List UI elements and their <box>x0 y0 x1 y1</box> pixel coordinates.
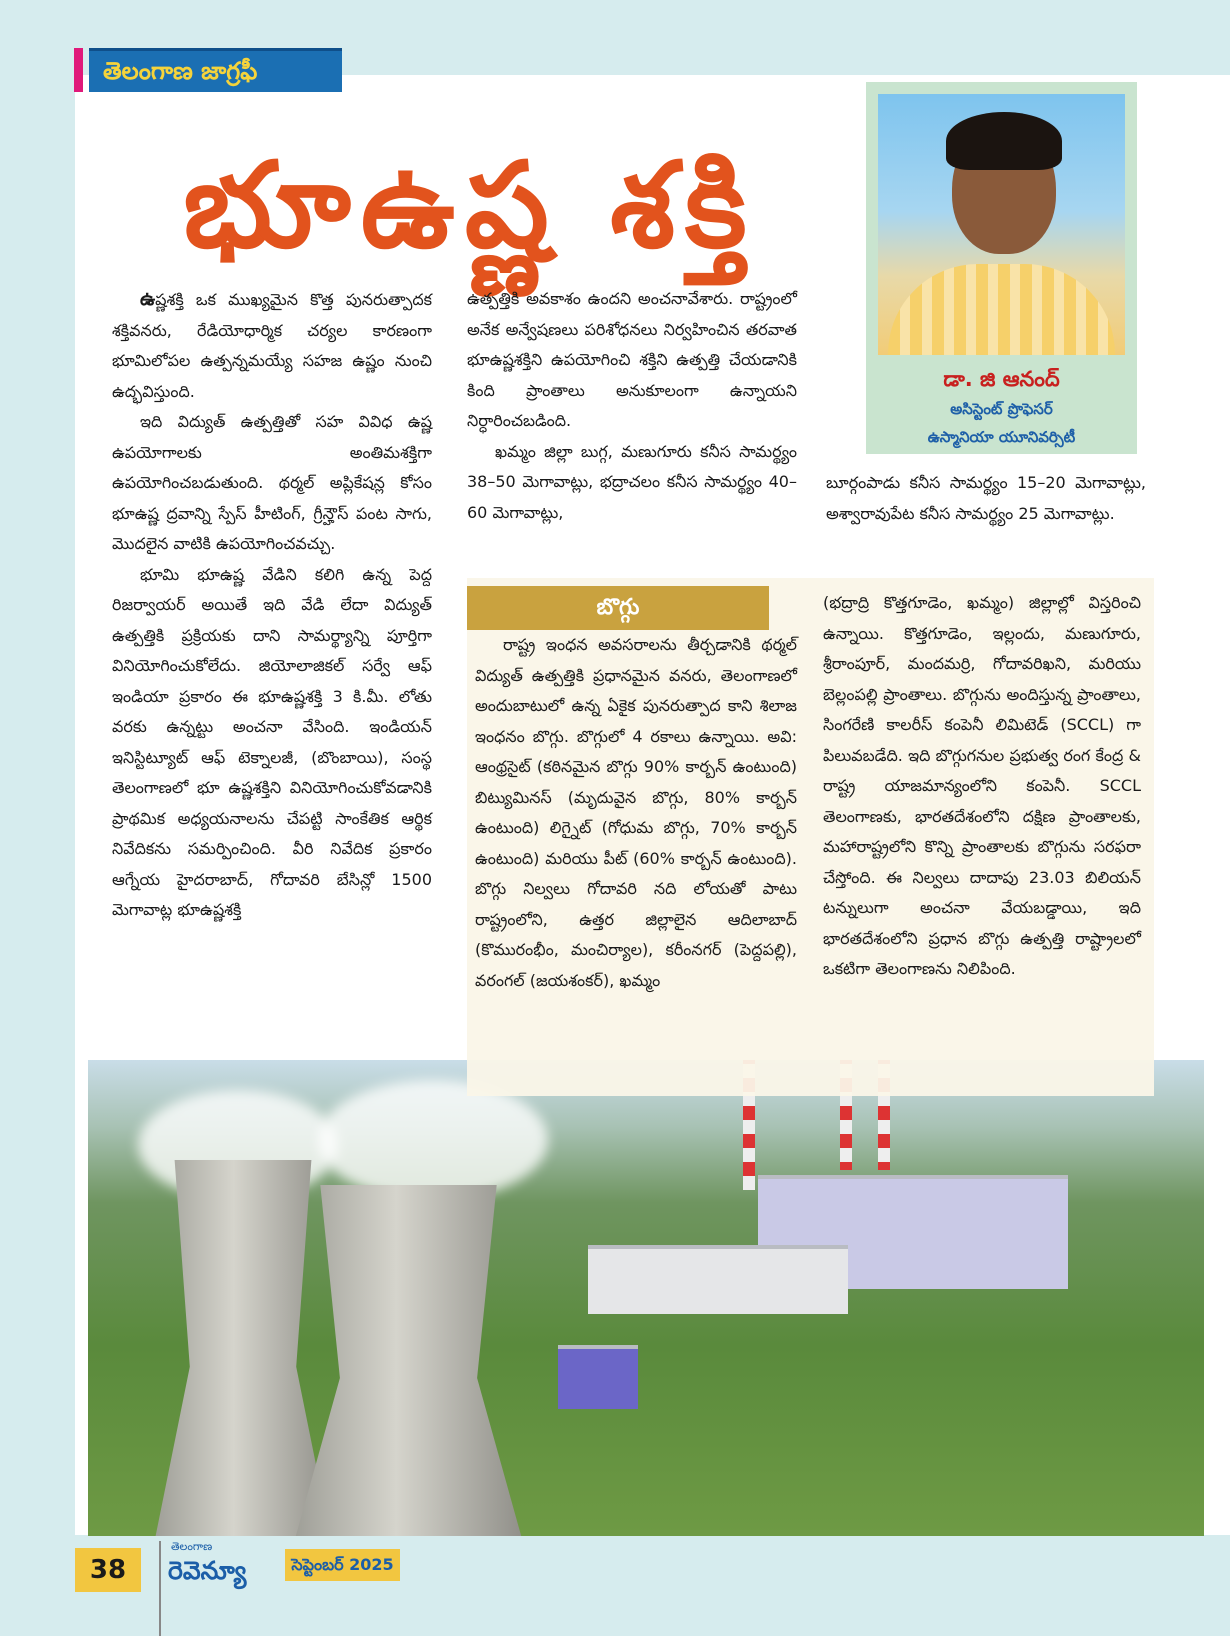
paragraph-uses: ఇది విద్యుత్ ఉత్పత్తితో సహ వివిధ ఉష్ణ ఉపయోగాలకు అంతిమశక్తిగా ఉపయోగించబడుతుంది. థర్మల్ అప్లికేషన్ల కోసం భూఉష్ణ ద్రవాన్ని స్పేస్ హీటింగ్, గ్రీన్హౌస్ పంట సాగు, మొదలైన వాటికి ఉపయోగించవచ్చు. <box>112 412 432 553</box>
plant-building <box>588 1245 848 1314</box>
author-photo <box>878 94 1125 355</box>
coal-column-left <box>475 630 797 996</box>
coal-sidebar <box>467 578 1154 1096</box>
paragraph-sites: ఖమ్మం జిల్లా బుగ్గ, మణుగూరు కనీస సామర్థ్యం 38–50 మెగావాట్లు, భద్రాచలం కనీస సామర్థ్యం 40–60 మెగావాట్లు, <box>467 441 797 522</box>
issue-date: సెప్టెంబర్ 2025 <box>285 1549 400 1581</box>
coal-heading: బొగ్గు <box>467 586 769 630</box>
page-number: 38 <box>75 1548 141 1592</box>
article-column-2 <box>467 284 797 528</box>
section-label: తెలంగాణ జాగ్రఫీ <box>89 48 342 92</box>
coal-paragraph-right: (భద్రాద్రి కొత్తగూడెం, ఖమ్మం) జిల్లాల్లో విస్తరించి ఉన్నాయి. కొత్తగూడెం, ఇల్లందు, మణుగూరు, శ్రీరాంపూర్, మందమర్రి, గోదావరిఖని, మరియు బెల్లంపల్లి ప్రాంతాలు. బొగ్గును అందిస్తున్న ప్రాంతాలు, సింగరేణి కాలరీస్ కంపెనీ లిమిటెడ్ (SCCL) గా పిలువబడేది. ఇది బొగ్గుగనుల ప్రభుత్వ రంగ కేంద్ర & రాష్ట్ర యాజమాన్యంలోని కంపెనీ. SCCL తెలంగాణకు, భారతదేశంలోని దక్షిణ ప్రాంతాలకు, మహారాష్ట్రలోని కొన్ని ప్రాంతాలకు బొగ్గును సరఫరా చేస్తోంది. ఈ నిల్వలు దాదాపు 23.03 బిలియన్ టన్నులుగా అంచనా వేయబడ్డాయి, ఇది భారతదేశంలోని ప్రధాన బొగ్గు ఉత్పత్తి రాష్ట్రాలలో ఒకటిగా తెలంగాణను నిలిపింది. <box>823 593 1141 978</box>
paragraph-intro <box>112 284 432 407</box>
cooling-tower <box>286 1185 531 1536</box>
author-photo-shirt <box>888 264 1115 355</box>
article-title: భూఉష్ణ శక్తి <box>183 136 757 274</box>
drop-letter: ఉ <box>140 288 156 310</box>
author-name: డా. జి ఆనంద్ <box>943 367 1060 391</box>
coal-column-right <box>823 588 1141 985</box>
author-card <box>866 82 1137 454</box>
paragraph-potential: ఉత్పత్తికి అవకాశం ఉందని అంచనావేశారు. రాష్ట్రంలో అనేక అన్వేషణలు పరిశోధనలు నిర్వహించిన తరవాత భూఉష్ణశక్తిని ఉపయోగించి శక్తిని ఉత్పత్తి చేయడానికి కింది ప్రాంతాలు అనుకూలంగా ఉన్నాయని నిర్ధారించబడింది. <box>467 289 797 430</box>
paragraph-survey: భూమి భూఉష్ణ వేడిని కలిగి ఉన్న పెద్ద రిజర్వాయర్ అయితే ఇది వేడి లేదా విద్యుత్ ఉత్పత్తికి ప్రక్రియకు దాని సామర్థ్యాన్ని పూర్తిగా వినియోగించుకోలేదు. జియోలాజికల్ సర్వే ఆఫ్ ఇండియా ప్రకారం ఈ భూఉష్ణశక్తి 3 కి.మీ. లోతు వరకు ఉన్నట్టు అంచనా వేసింది. ఇండియన్ ఇనిస్టిట్యూట్ ఆఫ్ టెక్నాలజీ, (బొంబాయి), సంస్థ తెలంగాణలో భూ ఉష్ణశక్తిని వినియోగించుకోవడానికి ప్రాథమిక అధ్యయనాలను చేపట్టి సాంకేతిక ఆర్థిక నివేదికను సమర్పించింది. వీరి నివేదిక ప్రకారం ఆగ్నేయ హైదరాబాద్, గోదావరి బేసిన్లో 1500 మెగావాట్ల భూఉష్ణశక్తి <box>112 564 432 919</box>
thermal-power-plant-photo <box>88 1060 1204 1536</box>
author-role: అసిస్టెంట్ ప్రొఫెసర్ <box>950 400 1053 418</box>
coal-paragraph-left: రాష్ట్ర ఇంధన అవసరాలను తీర్చడానికి థర్మల్ విద్యుత్ ఉత్పత్తికి ప్రధానమైన వనరు, తెలంగాణలో అందుబాటులో ఉన్న ఏకైక పునరుత్పాద కాని శిలాజ ఇంధనం బొగ్గు. బొగ్గులో 4 రకాలు ఉన్నాయి. అవి: ఆంథ్రసైట్ (కఠినమైన బొగ్గు 90% కార్బన్ ఉంటుంది) బిట్యుమినస్ (మృదువైన బొగ్గు, 80% కార్బన్ ఉంటుంది) లిగ్నైట్ (గోధుమ బొగ్గు, 70% కార్బన్ ఉంటుంది) మరియు పీట్ (60% కార్బన్ ఉంటుంది). బొగ్గు నిల్వలు గోదావరి నది లోయతో పాటు రాష్ట్రంలోని, ఉత్తర జిల్లాలైన ఆదిలాబాద్ (కొమురంభీం, మంచిర్యాల), కరీంనగర్ (పెద్దపల్లి), వరంగల్ (జయశంకర్), ఖమ్మం <box>475 635 797 990</box>
author-photo-hair <box>946 112 1062 170</box>
plant-building <box>558 1345 638 1409</box>
brand-logo-text: రెవెన్యూ <box>168 1556 247 1585</box>
cooling-tower <box>148 1160 338 1536</box>
paragraph-intro-text: ష్ణశక్తి ఒక ముఖ్యమైన కొత్త పునరుత్పాదక శక్తివనరు, రేడియోధార్మిక చర్యల కారణంగా భూమిలోపల ఉత్పన్నమయ్యే సహజ ఉష్ణం నుంచి ఉద్భవిస్తుంది. <box>112 290 432 401</box>
steam-cloud <box>318 1080 548 1200</box>
footer-divider <box>159 1541 161 1636</box>
brand-small-label: తెలంగాణ <box>171 1540 213 1553</box>
paragraph-sites-continued: బూర్గంపాడు కనీస సామర్థ్యం 15–20 మెగావాట్లు, అశ్వారావుపేట కనీస సామర్థ్యం 25 మెగావాట్లు. <box>826 473 1146 523</box>
article-column-3 <box>826 468 1146 529</box>
author-organization: ఉస్మానియా యూనివర్సిటీ <box>927 428 1076 446</box>
article-column-1 <box>112 284 432 926</box>
section-header <box>74 48 342 92</box>
section-accent-bar <box>74 48 83 92</box>
